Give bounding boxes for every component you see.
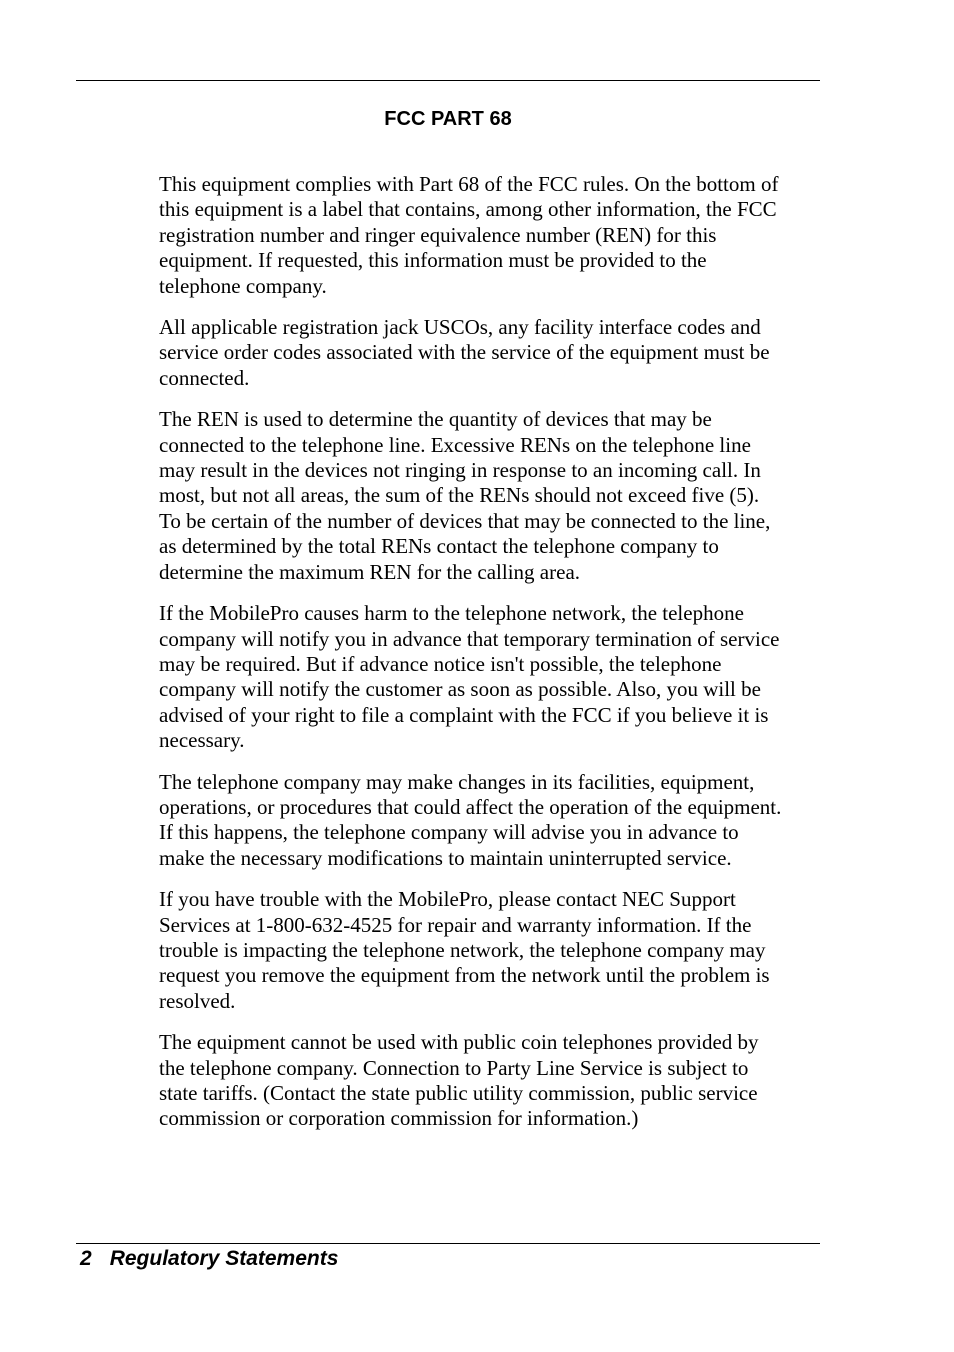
paragraph (159, 172, 821, 299)
text-line: If this happens, the telephone company will advise you in advance to (159, 820, 739, 845)
text-line: may result in the devices not ringing in response to an incoming call. In (159, 458, 761, 483)
text-line: connected. (159, 365, 250, 390)
text-line: may be required. But if advance notice isn't possible, the telephone (159, 651, 722, 676)
text-line: determine the maximum REN for the calling area. (159, 559, 581, 584)
text-line: commission or corporation commission for information.) (159, 1106, 639, 1131)
text-line: equipment. If requested, this information must be provided to the (159, 248, 707, 273)
text-line: make the necessary modifications to maintain uninterrupted service. (159, 845, 732, 870)
text-line: as determined by the total RENs contact the telephone company to (159, 534, 719, 559)
text-line: This equipment complies with Part 68 of the FCC rules. On the bottom of (159, 172, 779, 196)
text-line: state tariffs. (Contact the state public utility commission, public service (159, 1081, 758, 1105)
text-line: this equipment is a label that contains, among other information, the FCC (159, 197, 777, 222)
text-line: most, but not all areas, the sum of the RENs should not exceed five (5). (159, 483, 760, 508)
footer-rule (76, 1243, 820, 1244)
text-line: resolved. (159, 988, 236, 1013)
header-rule (76, 80, 820, 81)
text-line: Services at 1-800-632-4525 for repair and warranty information. If the (159, 912, 752, 937)
document-body (159, 172, 821, 1148)
text-line: If you have trouble with the MobilePro, please contact NEC Support (159, 887, 736, 912)
text-line: company will notify you in advance that temporary termination of service (159, 626, 780, 651)
text-line: The equipment cannot be used with public coin telephones provided by (159, 1030, 759, 1055)
paragraph (159, 1030, 821, 1132)
text-line: service order codes associated with the service of the equipment must be (159, 340, 770, 365)
text-line: If the MobilePro causes harm to the telephone network, the telephone (159, 601, 744, 626)
paragraph (159, 315, 821, 391)
paragraph (159, 601, 821, 753)
text-line: telephone company. (159, 273, 327, 298)
text-line: All applicable registration jack USCOs, any facility interface codes and (159, 315, 761, 340)
text-line: company will notify the customer as soon as possible. Also, you will be (159, 677, 761, 702)
text-line: To be certain of the number of devices that may be connected to the line, (159, 508, 771, 533)
text-line: advised of your right to file a complaint with the FCC if you believe it is (159, 702, 769, 727)
text-line: The REN is used to determine the quantity of devices that may be (159, 407, 712, 432)
text-line: The telephone company may make changes in its facilities, equipment, (159, 769, 755, 794)
page-number: 2 (80, 1247, 92, 1270)
text-line: the telephone company. Connection to Party Line Service is subject to (159, 1055, 749, 1080)
text-line: connected to the telephone line. Excessive RENs on the telephone line (159, 432, 751, 457)
text-line: operations, or procedures that could affect the operation of the equipment. (159, 794, 782, 819)
footer-section-title: Regulatory Statements (109, 1247, 339, 1270)
page-footer (80, 1246, 338, 1272)
paragraph (159, 887, 821, 1014)
text-line: necessary. (159, 728, 245, 753)
text-line: trouble is impacting the telephone network, the telephone company may (159, 937, 766, 962)
section-heading: FCC PART 68 (384, 108, 512, 130)
text-line: request you remove the equipment from the network until the problem is (159, 963, 770, 988)
paragraph (159, 770, 821, 872)
paragraph (159, 407, 821, 585)
text-line: registration number and ringer equivalence number (REN) for this (159, 222, 717, 247)
